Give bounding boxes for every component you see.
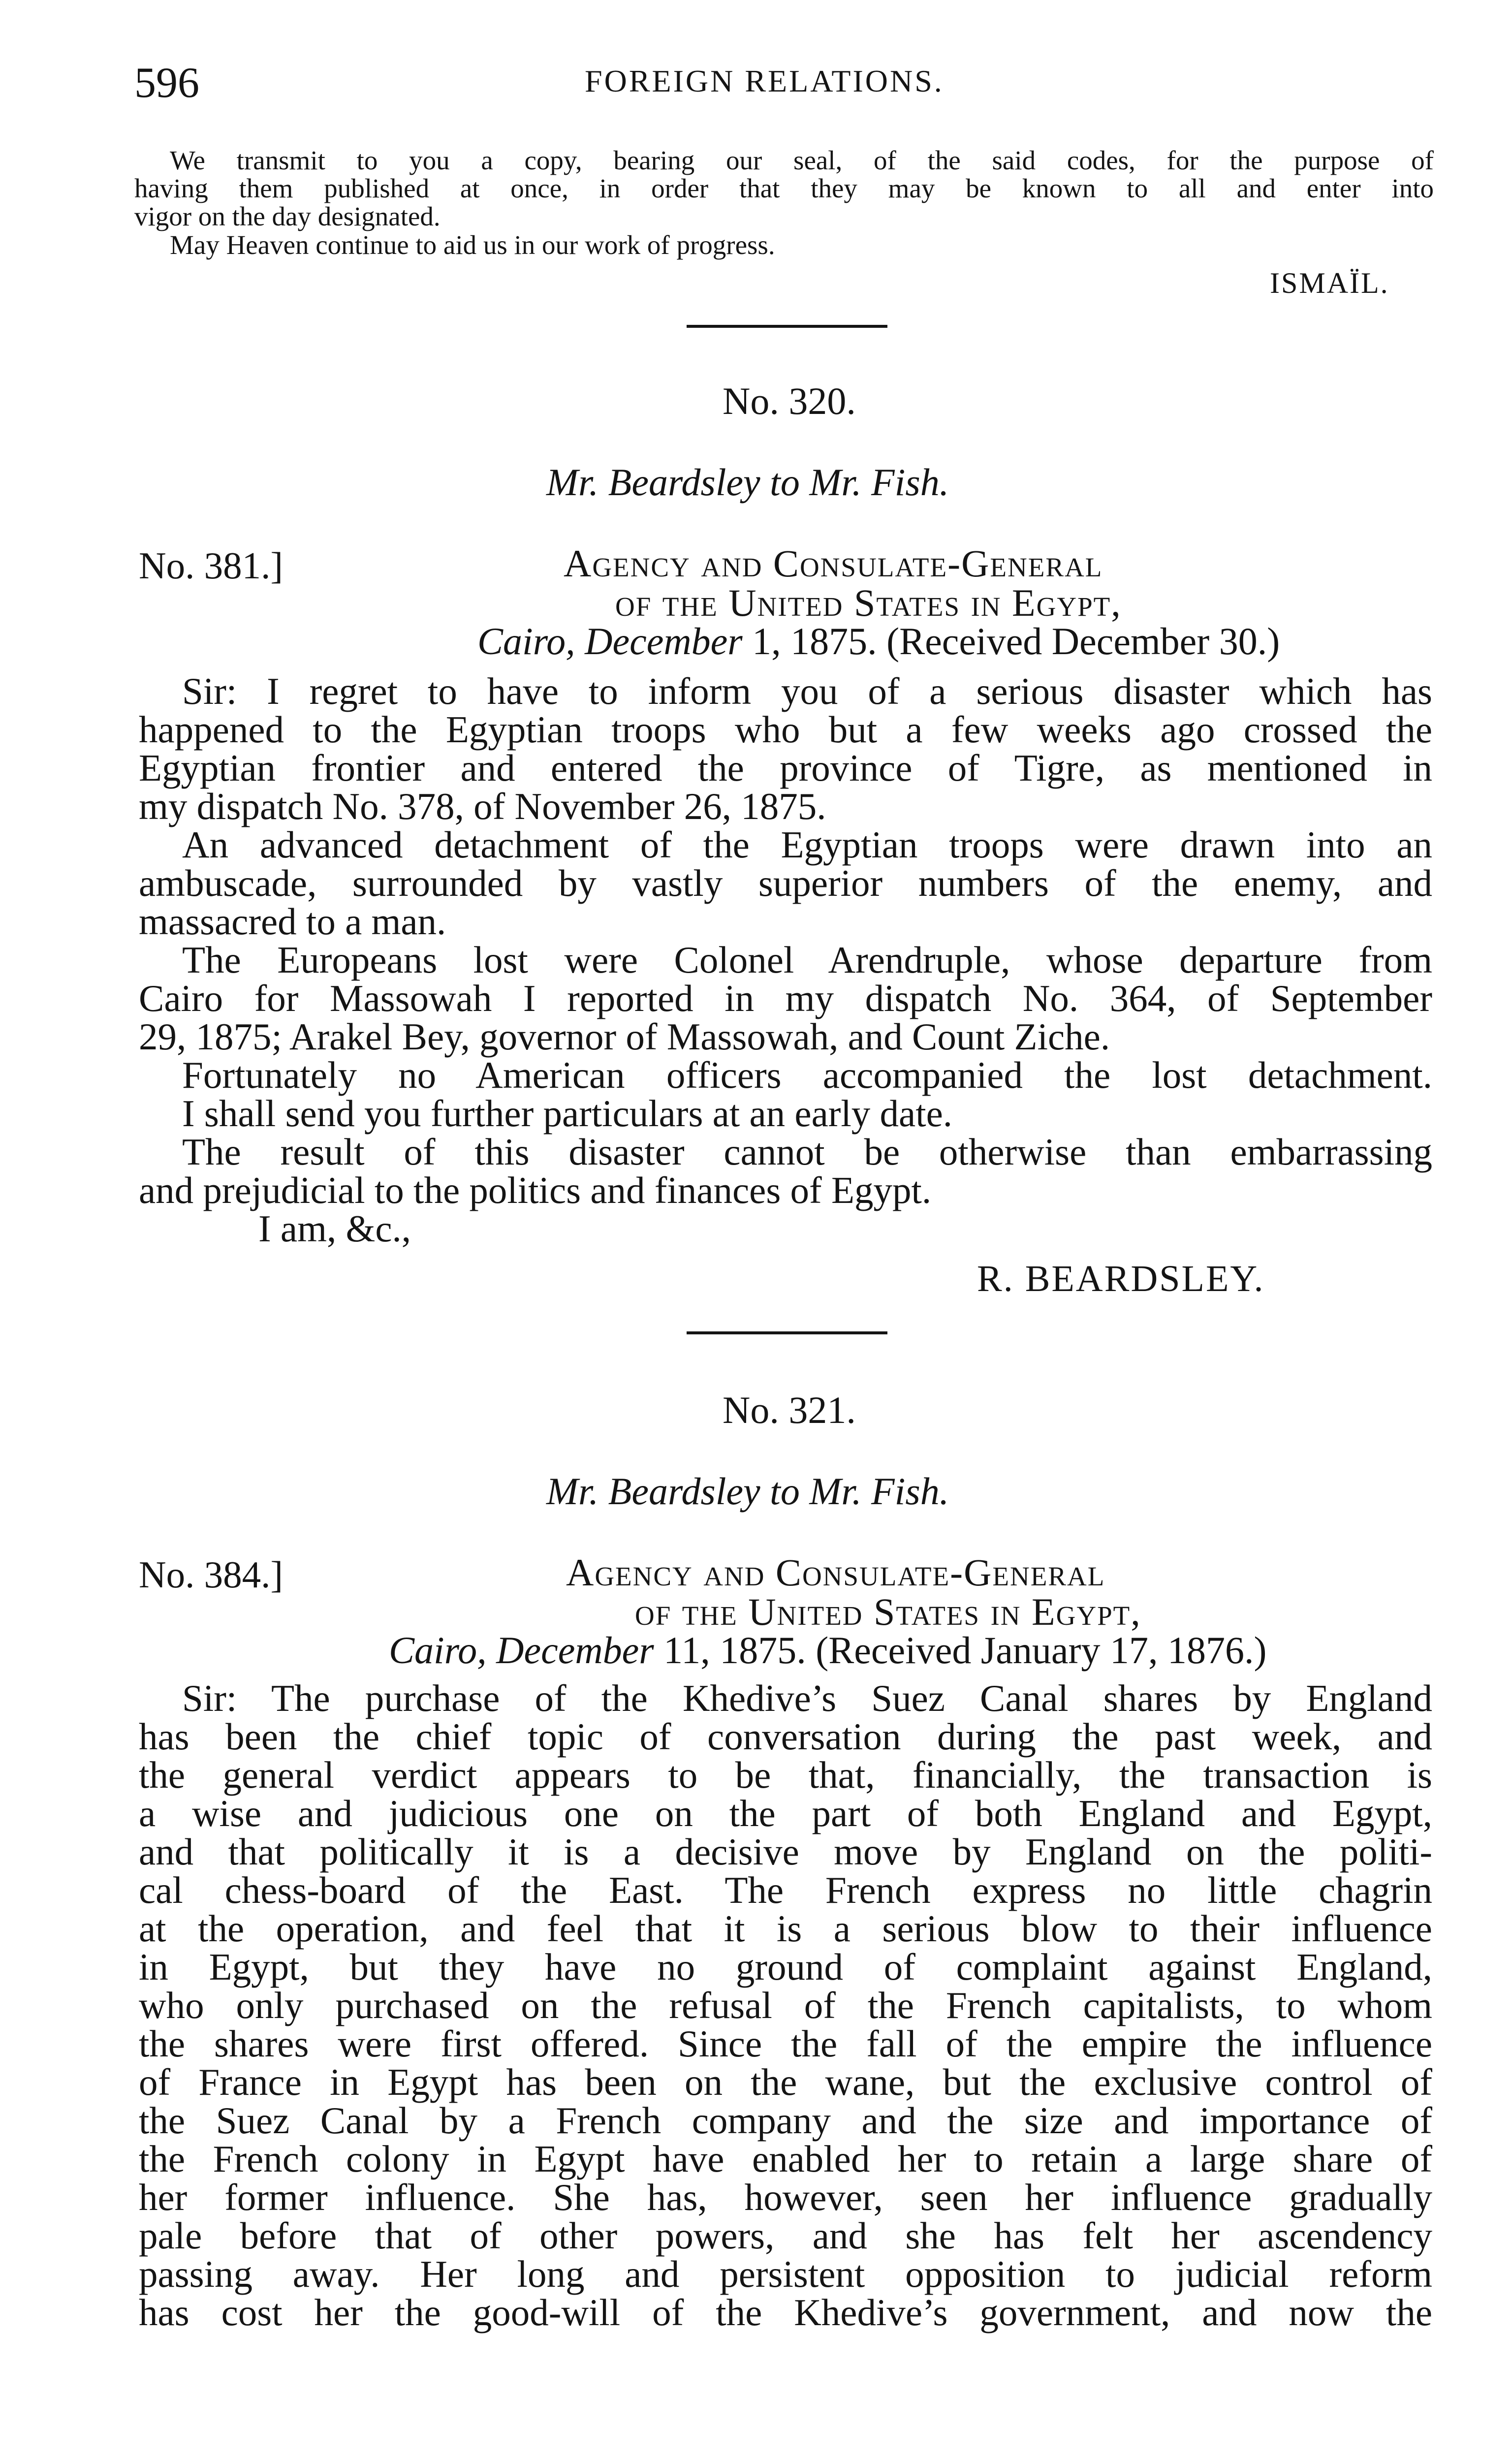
document-number: No. 321.	[723, 1388, 856, 1431]
body-line: the Suez Canal by a French company and the size and importance of	[139, 2099, 1432, 2142]
body-line: The result of this disaster cannot be otherwise than embarrassing	[182, 1131, 1432, 1173]
prior-doc-line-3: vigor on the day designated.	[134, 201, 441, 231]
body-line: Fortunately no American officers accompanied the lost detachment.	[182, 1054, 1432, 1096]
dispatch-number: No. 384.]	[139, 1553, 283, 1596]
page-number: 596	[134, 59, 199, 107]
agency-heading-line-1: Agency and Consulate-General	[566, 1551, 1105, 1594]
dispatch-date-line: Cairo, December 11, 1875. (Received January 17, 1876.)	[389, 1629, 1267, 1672]
body-line: of France in Egypt has been on the wane, but the exclusive control of	[139, 2061, 1432, 2103]
prior-doc-line-2: having them published at once, in order that they may be known to all and enter into	[134, 173, 1434, 203]
body-line: my dispatch No. 378, of November 26, 1875.	[139, 785, 826, 827]
agency-heading-line-2: of the United States in Egypt,	[615, 581, 1122, 624]
section-divider	[687, 1331, 887, 1334]
running-title: FOREIGN RELATIONS.	[585, 63, 944, 98]
body-line: has cost her the good-will of the Khedive’s government, and now the	[139, 2291, 1432, 2334]
dispatch-number: No. 381.]	[139, 544, 283, 587]
document-title: Mr. Beardsley to Mr. Fish.	[546, 461, 949, 504]
body-line: massacred to a man.	[139, 900, 446, 943]
body-line: Sir: I regret to have to inform you of a serious disaster which has	[182, 670, 1432, 712]
body-line: a wise and judicious one on the part of both England and Egypt,	[139, 1792, 1432, 1834]
body-line: the general verdict appears to be that, financially, the transaction is	[139, 1754, 1432, 1796]
body-line: at the operation, and feel that it is a serious blow to their influence	[139, 1907, 1432, 1950]
body-line: I shall send you further particulars at an early date.	[182, 1092, 953, 1135]
body-line: ambuscade, surrounded by vastly superior numbers of the enemy, and	[139, 862, 1432, 904]
body-line: Cairo for Massowah I reported in my dispatch No. 364, of September	[139, 977, 1432, 1019]
body-line: her former influence. She has, however, seen her influence gradually	[139, 2176, 1432, 2218]
section-divider	[687, 325, 887, 328]
agency-heading-line-2: of the United States in Egypt,	[635, 1590, 1141, 1633]
body-line: happened to the Egyptian troops who but a few weeks ago crossed the	[139, 708, 1432, 751]
body-line: who only purchased on the refusal of the French capitalists, to whom	[139, 1984, 1432, 2026]
body-line: in Egypt, but they have no ground of complaint against England,	[139, 1946, 1432, 1988]
body-line: pale before that of other powers, and she has felt her ascendency	[139, 2214, 1432, 2257]
body-line: and prejudicial to the politics and finances of Egypt.	[139, 1169, 932, 1211]
body-line: The Europeans lost were Colonel Arendruple, whose departure from	[182, 939, 1432, 981]
body-line: and that politically it is a decisive move by England on the politi-	[139, 1830, 1432, 1873]
document-number: No. 320.	[723, 379, 856, 422]
prior-doc-signature: ISMAÏL.	[1270, 267, 1389, 299]
body-line: 29, 1875; Arakel Bey, governor of Massowah, and Count Ziche.	[139, 1015, 1110, 1058]
body-line: has been the chief topic of conversation during the past week, and	[139, 1715, 1432, 1758]
body-line: passing away. Her long and persistent opposition to judicial reform	[139, 2253, 1432, 2295]
prior-doc-line-1: We transmit to you a copy, bearing our seal, of the said codes, for the purpose of	[170, 145, 1434, 175]
body-line: Egyptian frontier and entered the province of Tigre, as mentioned in	[139, 747, 1432, 789]
signature: R. BEARDSLEY.	[977, 1258, 1265, 1299]
agency-heading-line-1: Agency and Consulate-General	[564, 542, 1103, 585]
body-line: the shares were first offered. Since the fall of the empire the influence	[139, 2022, 1432, 2065]
body-line: An advanced detachment of the Egyptian troops were drawn into an	[182, 823, 1432, 866]
document-title: Mr. Beardsley to Mr. Fish.	[546, 1470, 949, 1513]
closing: I am, &c.,	[258, 1207, 411, 1250]
body-line: cal chess-board of the East. The French express no little chagrin	[139, 1869, 1432, 1911]
dispatch-date-line: Cairo, December 1, 1875. (Received December 30.)	[477, 620, 1280, 663]
body-line: the French colony in Egypt have enabled her to retain a large share of	[139, 2138, 1432, 2180]
prior-doc-line-4: May Heaven continue to aid us in our work of progress.	[170, 230, 775, 260]
body-line: Sir: The purchase of the Khedive’s Suez Canal shares by England	[182, 1677, 1432, 1719]
